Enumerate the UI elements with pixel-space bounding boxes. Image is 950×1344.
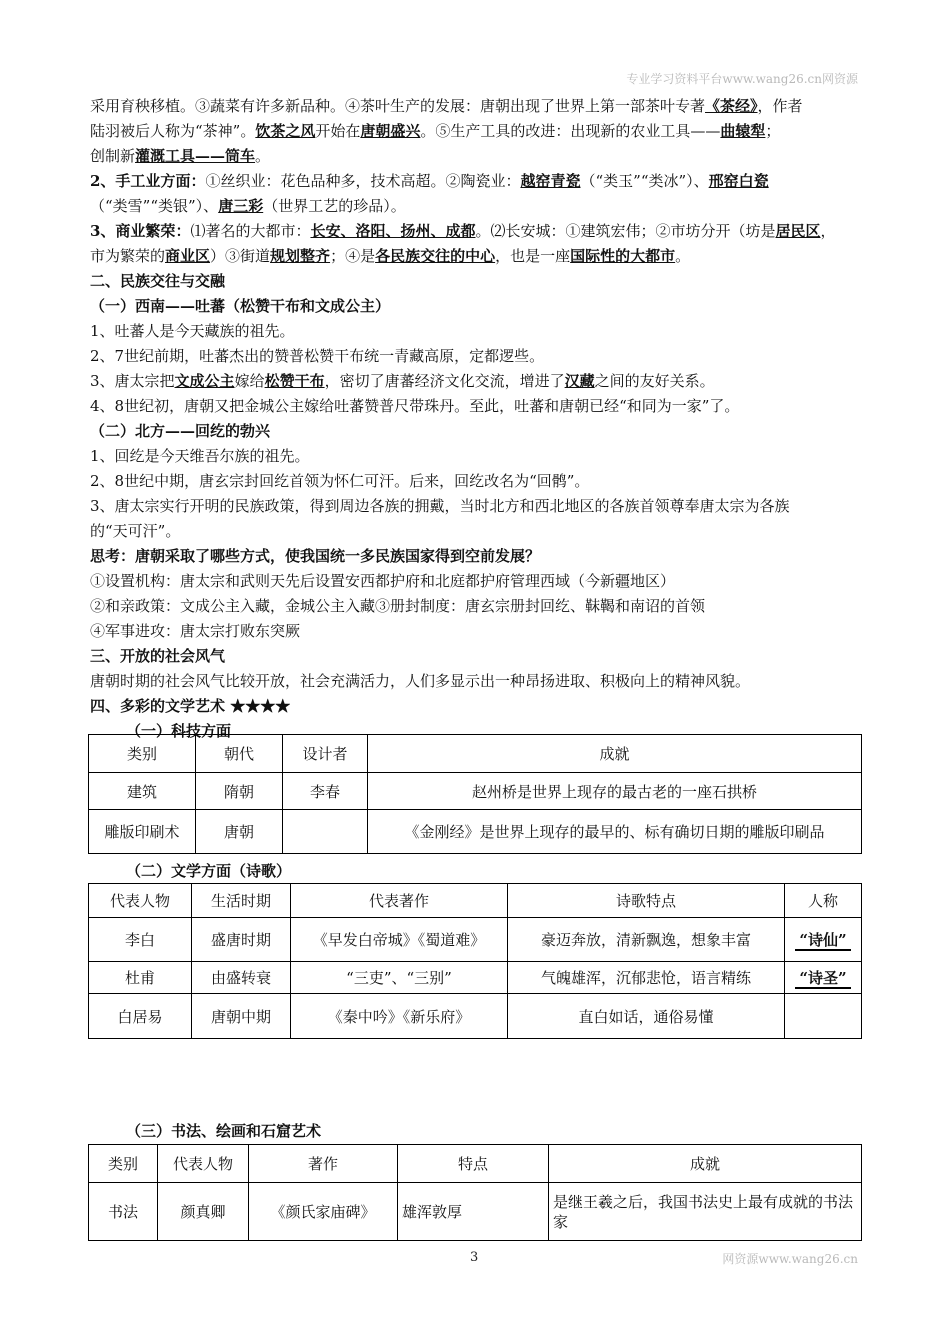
table-cell: 赵州桥是世界上现存的最古老的一座石拱桥 — [368, 773, 862, 810]
page-number: 3 — [470, 1250, 479, 1265]
art-header-works: 著作 — [249, 1145, 398, 1183]
table-cell — [785, 962, 862, 994]
tech-table — [88, 734, 862, 854]
table-cell: 气魄雄浑，沉郁悲怆，语言精练 — [508, 962, 785, 994]
uighur-item-3b: 的“天可汗”。 — [90, 522, 181, 540]
table-cell: 书法 — [89, 1183, 158, 1241]
table-cell: 雕版印刷术 — [89, 810, 196, 854]
tech-table-header — [89, 735, 862, 773]
table-cell: 是继王羲之后，我国书法史上最有成就的书法家 — [549, 1183, 862, 1241]
commerce-line-2: 市为繁荣的商业区）③街道规划整齐；④是各民族交往的中心，也是一座国际性的大都市。 — [90, 247, 691, 265]
table-cell — [785, 918, 862, 962]
think-answer-2: ②和亲政策：文成公主入藏，金城公主入藏③册封制度：唐玄宗册封回纥、靺鞨和南诏的首领 — [90, 597, 706, 615]
poetry-header-style: 诗歌特点 — [508, 884, 785, 918]
section-3-text: 唐朝时期的社会风气比较开放，社会充满活力，人们多显示出一种昂扬进取、积极向上的精神风貌。 — [90, 672, 751, 690]
tech-header-category: 类别 — [89, 735, 196, 773]
table-cell: 《颜氏家庙碑》 — [249, 1183, 398, 1241]
table-row — [89, 773, 862, 810]
poet-nickname: “诗圣” — [795, 969, 850, 989]
think-answer-3: ④军事进攻：唐太宗打败东突厥 — [90, 622, 301, 640]
uighur-item-1: 1、回纥是今天维吾尔族的祖先。 — [90, 447, 310, 465]
poet-nickname: “诗仙” — [795, 931, 850, 951]
section-2-title: 二、民族交往与交融 — [90, 272, 226, 290]
table-cell: 《秦中吟》《新乐府》 — [291, 994, 508, 1039]
tubo-item-3: 3、唐太宗把文成公主嫁给松赞干布，密切了唐蕃经济文化交流，增进了汉藏之间的友好关系。 — [90, 372, 715, 390]
tubo-item-4: 4、8世纪初，唐朝又把金城公主嫁给吐蕃赞普尺带珠丹。至此，吐蕃和唐朝已经“和同为一家”了。 — [90, 397, 740, 415]
poetry-header-works: 代表著作 — [291, 884, 508, 918]
section-4-sub-2: （二）文学方面（诗歌） — [126, 862, 292, 880]
section-4-title: 四、多彩的文学艺术 ★★★★ — [90, 697, 291, 715]
table-cell: 隋朝 — [196, 773, 283, 810]
art-header-category: 类别 — [89, 1145, 158, 1183]
tubo-item-1: 1、吐蕃人是今天藏族的祖先。 — [90, 322, 295, 340]
poetry-header-period: 生活时期 — [192, 884, 291, 918]
art-table-header — [89, 1145, 862, 1183]
agri-line-3: 创制新灌溉工具——筒车。 — [90, 147, 271, 165]
poetry-table-header — [89, 884, 862, 918]
agri-line-2: 陆羽被后人称为“茶神”。饮茶之风开始在唐朝盛兴。⑤生产工具的改进：出现新的农业工具——曲辕犁； — [90, 122, 781, 140]
art-header-achievement: 成就 — [549, 1145, 862, 1183]
think-question: 思考：唐朝采取了哪些方式，使我国统一多民族国家得到空前发展？ — [90, 547, 541, 565]
table-cell: 唐朝中期 — [192, 994, 291, 1039]
table-cell: 李春 — [283, 773, 368, 810]
table-cell: 颜真卿 — [158, 1183, 249, 1241]
table-cell: “三吏”、“三别” — [291, 962, 508, 994]
table-cell: 豪迈奔放，清新飘逸，想象丰富 — [508, 918, 785, 962]
poetry-header-title: 人称 — [785, 884, 862, 918]
table-cell: 《金刚经》是世界上现存的最早的、标有确切日期的雕版印刷品 — [368, 810, 862, 854]
section-2-sub-1: （一）西南——吐蕃（松赞干布和文成公主） — [90, 297, 391, 315]
craft-line-1: 2、手工业方面：①丝织业：花色品种多，技术高超。②陶瓷业：越窑青瓷（“类玉”“类冰”）、邢窑白瓷 — [90, 172, 769, 190]
art-table — [88, 1144, 862, 1241]
page-footer-watermark: 网资源www.wang26.cn — [722, 1252, 858, 1266]
table-row — [89, 994, 862, 1039]
section-3-title: 三、开放的社会风气 — [90, 647, 226, 665]
craft-line-2: （“类雪”“类银”）、唐三彩（世界工艺的珍品）。 — [90, 197, 406, 215]
table-row — [89, 962, 862, 994]
tubo-item-2: 2、7世纪前期，吐蕃杰出的赞普松赞干布统一青藏高原，定都逻些。 — [90, 347, 545, 365]
section-4-sub-1: （一）科技方面 — [126, 722, 232, 740]
document-body — [90, 94, 862, 744]
agri-line-1: 采用育秧移植。③蔬菜有许多新品种。④茶叶生产的发展：唐朝出现了世界上第一部茶叶专著《茶经》，作者 — [90, 97, 803, 115]
table-cell: 盛唐时期 — [192, 918, 291, 962]
table-row — [89, 1183, 862, 1241]
section-4-sub-3: （三）书法、绘画和石窟艺术 — [126, 1122, 322, 1140]
table-cell — [785, 994, 862, 1039]
table-cell: 《早发白帝城》《蜀道难》 — [291, 918, 508, 962]
table-row — [89, 810, 862, 854]
uighur-item-3a: 3、唐太宗实行开明的民族政策，得到周边各族的拥戴，当时北方和西北地区的各族首领尊奉唐太宗为各族 — [90, 497, 790, 515]
poetry-header-person: 代表人物 — [89, 884, 192, 918]
tech-header-designer: 设计者 — [283, 735, 368, 773]
tech-header-dynasty: 朝代 — [196, 735, 283, 773]
table-cell — [283, 810, 368, 854]
table-cell: 唐朝 — [196, 810, 283, 854]
art-header-feature: 特点 — [398, 1145, 549, 1183]
art-header-person: 代表人物 — [158, 1145, 249, 1183]
table-cell: 直白如话，通俗易懂 — [508, 994, 785, 1039]
section-2-sub-2: （二）北方——回纥的勃兴 — [90, 422, 271, 440]
uighur-item-2: 2、8世纪中期，唐玄宗封回纥首领为怀仁可汗。后来，回纥改名为“回鹘”。 — [90, 472, 590, 490]
table-cell: 杜甫 — [89, 962, 192, 994]
table-cell: 白居易 — [89, 994, 192, 1039]
think-answer-1: ①设置机构：唐太宗和武则天先后设置安西都护府和北庭都护府管理西域（今新疆地区） — [90, 572, 676, 590]
tech-header-achievement: 成就 — [368, 735, 862, 773]
table-cell: 由盛转衰 — [192, 962, 291, 994]
poetry-table — [88, 883, 862, 1039]
page-header-watermark: 专业学习资料平台www.wang26.cn网资源 — [626, 72, 858, 86]
commerce-line-1: 3、商业繁荣：⑴著名的大都市：长安、洛阳、扬州、成都。⑵长安城：①建筑宏伟；②市坊分开（坊是居民区， — [90, 222, 836, 240]
table-cell: 建筑 — [89, 773, 196, 810]
table-cell: 李白 — [89, 918, 192, 962]
table-row — [89, 918, 862, 962]
table-cell: 雄浑敦厚 — [398, 1183, 549, 1241]
